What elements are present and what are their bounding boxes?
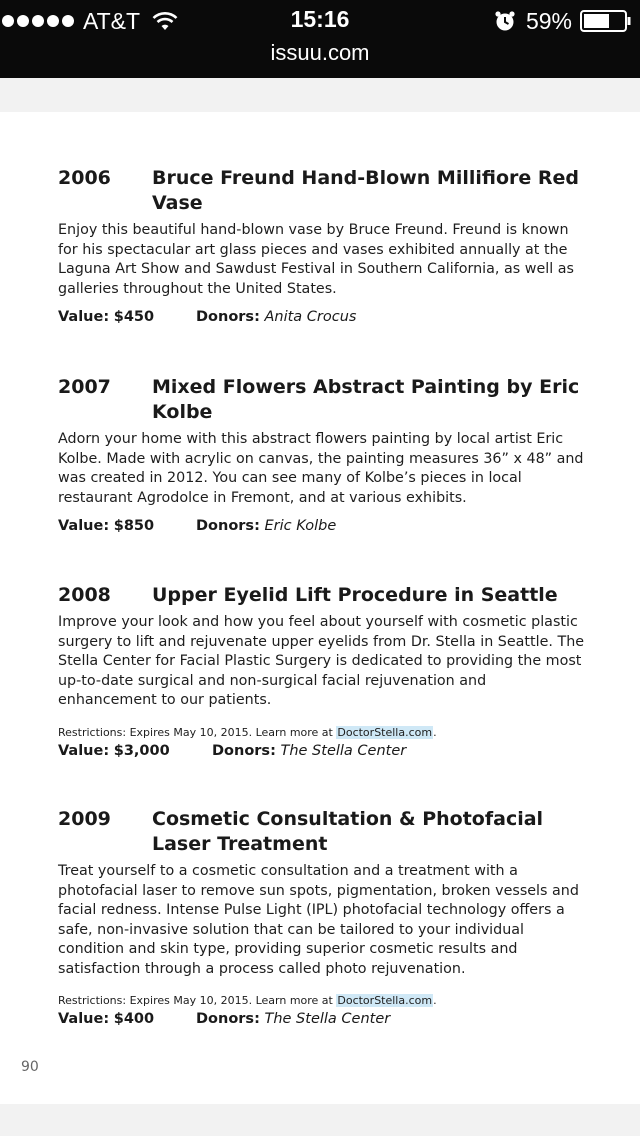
value-row (58, 307, 598, 327)
restrictions-note (58, 725, 598, 741)
item-heading (58, 583, 598, 608)
value-field (58, 1009, 196, 1029)
value-amount: $3,000 (113, 742, 170, 759)
value-row (58, 1009, 598, 1029)
value-field (58, 516, 196, 536)
restrictions-text: Restrictions: Expires May 10, 2015. Learn more at (58, 725, 337, 739)
value-field (58, 307, 196, 327)
donors-label: Donors: (212, 742, 276, 759)
carrier-label: AT&T (83, 7, 141, 34)
value-label: Value: (58, 309, 110, 325)
value-amount: $450 (113, 309, 155, 325)
item-heading (58, 166, 598, 216)
url-text: issuu.com (270, 40, 370, 65)
doctorstella-link[interactable]: DoctorStella.com (337, 994, 433, 1007)
page-bottom-margin (0, 1104, 640, 1136)
value-label: Value: (58, 1011, 110, 1027)
value-amount: $400 (113, 1011, 155, 1027)
item-heading (58, 375, 598, 425)
status-bar (0, 0, 640, 40)
donors-field (196, 307, 356, 327)
clock: 15:16 (290, 6, 350, 32)
value-label: Value: (58, 742, 110, 759)
item-description: Treat yourself to a cosmetic consultation and a treatment with a photofacial laser to remove sun spots, pigmentation, broken vessels and facial redness. Intense Pulse Light (IPL) photofacial technology offers a safe, non-invasive solution that can be tailored to your individual condition and skin type, providing superior cosmetic results and satisfaction through a process called photo rejuvenation. (58, 863, 579, 977)
value-label: Value: (58, 518, 110, 534)
donors-label: Donors: (196, 518, 260, 534)
restrictions-text: Restrictions: Expires May 10, 2015. Learn more at (58, 994, 337, 1007)
auction-item-2006 (58, 166, 598, 327)
page-top-margin (0, 78, 640, 112)
donors-field (212, 741, 406, 761)
donors-name: The Stella Center (280, 742, 407, 759)
donors-label: Donors: (196, 1011, 260, 1027)
auction-item-2008 (58, 583, 598, 761)
item-title: Upper Eyelid Lift Procedure in Seattle (152, 584, 558, 606)
restrictions-end: . (433, 725, 437, 739)
value-row (58, 516, 598, 536)
item-heading (58, 807, 598, 857)
donors-field (196, 516, 336, 536)
status-right (494, 6, 632, 36)
url-bar[interactable] (0, 40, 640, 78)
doctorstella-link[interactable]: DoctorStella.com (337, 725, 433, 739)
item-title: Mixed Flowers Abstract Painting by Eric Kolbe (152, 376, 580, 423)
page-number: 90 (21, 1059, 39, 1075)
item-number: 2009 (58, 808, 111, 830)
donors-name: The Stella Center (264, 1011, 391, 1027)
value-amount: $850 (113, 518, 155, 534)
item-number: 2008 (58, 584, 111, 606)
battery-icon (580, 10, 632, 32)
donors-name: Eric Kolbe (264, 518, 337, 534)
auction-item-2009 (58, 807, 598, 1029)
item-number: 2007 (58, 376, 111, 398)
item-title: Bruce Freund Hand-Blown Millifiore Red Vase (152, 167, 579, 214)
donors-field (196, 1009, 390, 1029)
item-title: Cosmetic Consultation & Photofacial Laser Treatment (152, 808, 544, 855)
value-field (58, 741, 212, 761)
donors-name: Anita Crocus (264, 309, 357, 325)
item-description: Improve your look and how you feel about yourself with cosmetic plastic surgery to lift and rejuvenate upper eyelids from Dr. Stella in Seattle. The Stella Center for Facial Plastic Surgery is dedicated to providing the most up-to-date surgical and non-surgical facial rejuvenation and enhancement to our patients. (58, 614, 585, 708)
item-description: Enjoy this beautiful hand-blown vase by Bruce Freund. Freund is known for his spectacular art glass pieces and vases exhibited annually at the Laguna Art Show and Sawdust Festival in Southern California, as well as galleries throughout the United States. (58, 222, 574, 297)
restrictions-note (58, 993, 598, 1009)
auction-item-2007 (58, 375, 598, 536)
restrictions-end: . (433, 994, 437, 1007)
battery-percent: 59% (525, 7, 572, 34)
alarm-icon (494, 10, 516, 32)
item-number: 2006 (58, 167, 111, 189)
document-page (0, 112, 640, 1104)
donors-label: Donors: (196, 309, 260, 325)
item-description: Adorn your home with this abstract flowers painting by local artist Eric Kolbe. Made with acrylic on canvas, the painting measures 36” x 48” and was created in 2012. You can see many of Kolbe’s pieces in local restaurant Agrodolce in Fremont, and at various exhibits. (58, 431, 584, 506)
value-row (58, 741, 598, 761)
